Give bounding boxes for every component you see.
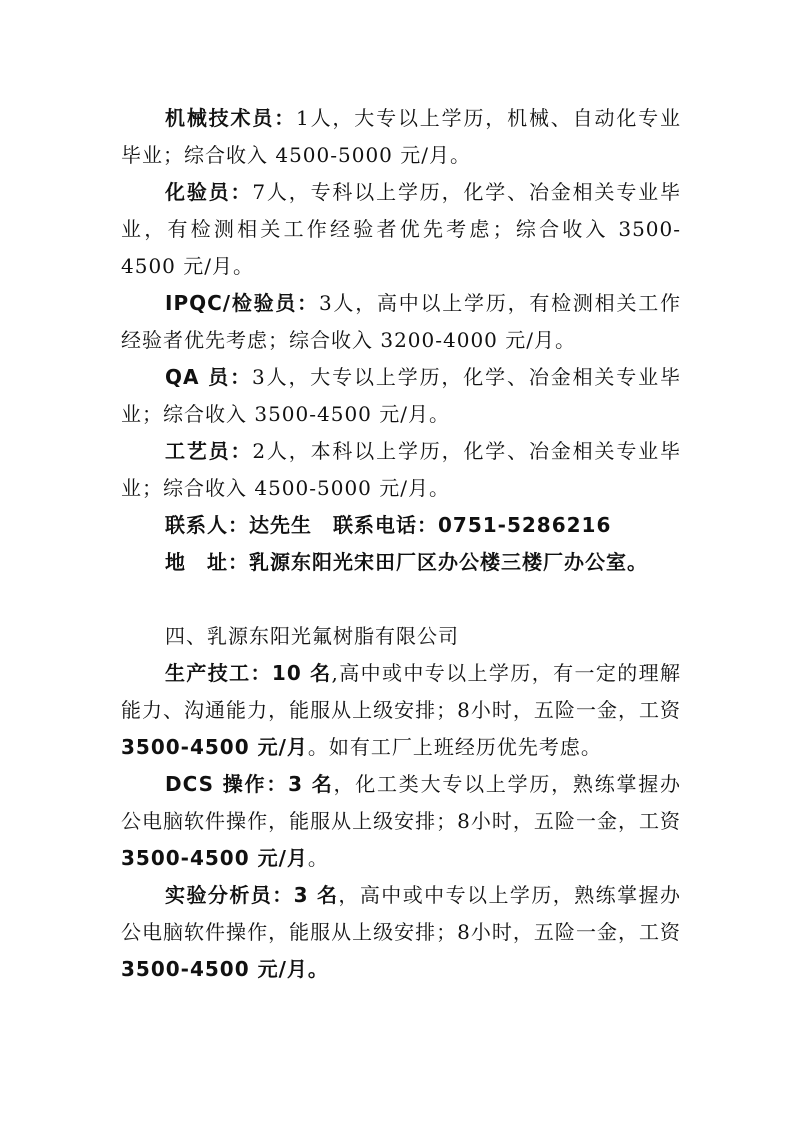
job-title: 实验分析员：3 名 (165, 883, 339, 907)
job-title: DCS 操作：3 名 (165, 772, 334, 796)
job-title: IPQC/检验员： (165, 291, 319, 315)
job-note: 。 (307, 846, 329, 870)
address-line: 地 址：乳源东阳光宋田厂区办公楼三楼厂办公室。 (165, 550, 648, 574)
job-title: 机械技术员： (165, 106, 297, 130)
job-description: ，化工类大专以上学历，熟练掌握办公电脑软件操作，能服从上级安排；8小时，五险一金，工资 (121, 772, 681, 833)
job-description: ，高中或中专以上学历，熟练掌握办公电脑软件操作，能服从上级安排；8小时，五险一金，工资 (121, 883, 681, 944)
job-item-production-technician (121, 655, 681, 766)
job-description: 2人，本科以上学历，化学、冶金相关专业毕业；综合收入 4500-5000 元/月。 (121, 439, 681, 500)
job-description: 1人，大专以上学历，机械、自动化专业毕业；综合收入 4500-5000 元/月。 (121, 106, 681, 167)
salary-text: 3500-4500 元/月。 (121, 957, 329, 981)
job-item-qa (121, 359, 681, 433)
job-item-dcs-operator (121, 766, 681, 877)
document-body (121, 100, 681, 988)
salary-text: 3500-4500 元/月 (121, 735, 308, 759)
section-heading: 四、乳源东阳光氟树脂有限公司 (165, 624, 459, 648)
job-title: QA 员： (165, 365, 253, 389)
job-title: 化验员： (165, 180, 253, 204)
job-item-process-engineer (121, 433, 681, 507)
job-description: 3人，大专以上学历，化学、冶金相关专业毕业；综合收入 3500-4500 元/月。 (121, 365, 681, 426)
job-description: 3人，高中以上学历，有检测相关工作经验者优先考虑；综合收入 3200-4000 元/月。 (121, 291, 681, 352)
job-item-lab-analyst (121, 877, 681, 988)
section-gap (121, 581, 681, 618)
job-description: ,高中或中专以上学历，有一定的理解能力、沟通能力，能服从上级安排；8小时，五险一金，工资 (121, 661, 682, 722)
job-title: 生产技工：10 名 (165, 661, 332, 685)
job-item-mechanical-technician (121, 100, 681, 174)
job-description: 7人，专科以上学历，化学、冶金相关专业毕业，有检测相关工作经验者优先考虑；综合收入 3500-4500 元/月。 (121, 180, 681, 278)
contact-line: 联系人：达先生 联系电话：0751-5286216 (165, 513, 612, 537)
job-title: 工艺员： (165, 439, 253, 463)
job-note: 。如有工厂上班经历优先考虑。 (307, 735, 602, 759)
salary-text: 3500-4500 元/月 (121, 846, 308, 870)
job-item-lab-tester (121, 174, 681, 285)
job-item-ipqc-inspector (121, 285, 681, 359)
